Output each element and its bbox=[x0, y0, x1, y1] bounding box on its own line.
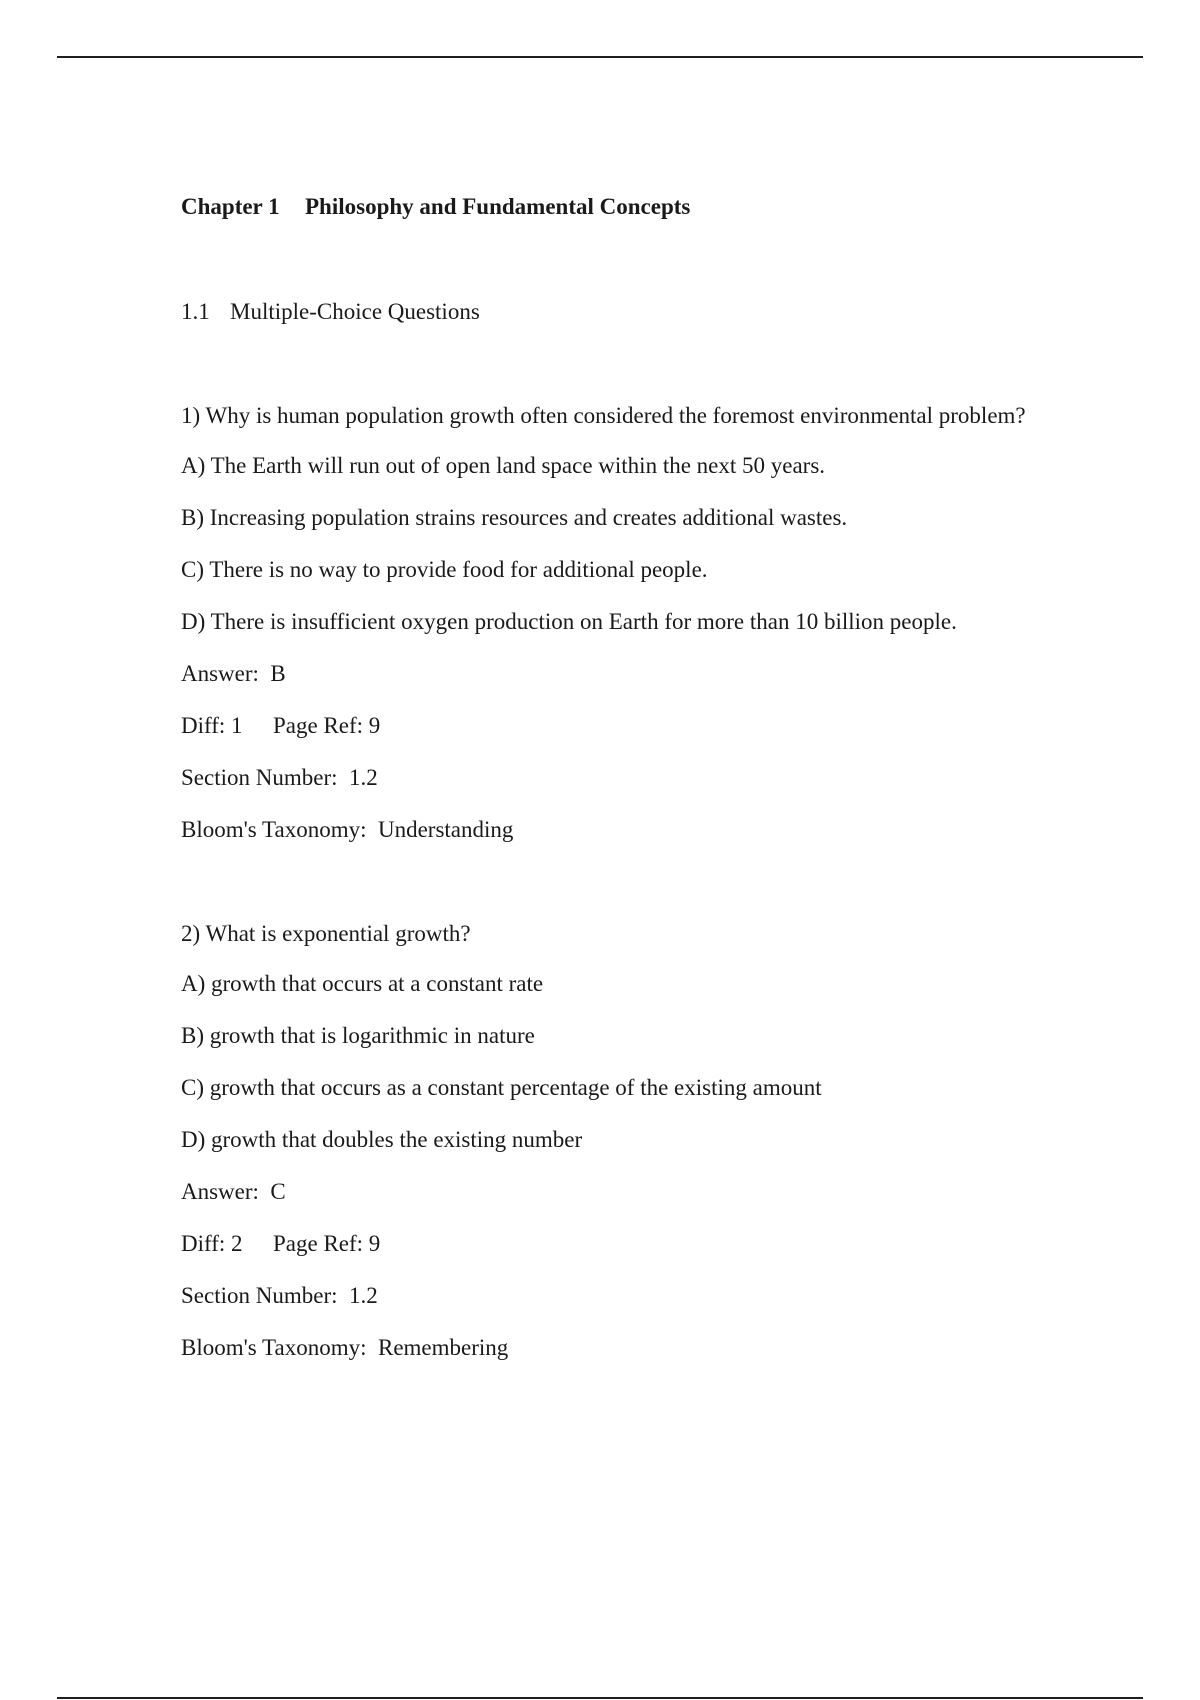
question-1 bbox=[181, 400, 1061, 847]
section-number-label: Section Number: 1.2 bbox=[181, 765, 378, 790]
diff-page-ref bbox=[181, 1227, 1061, 1261]
question-2 bbox=[181, 918, 1061, 1365]
section-title bbox=[181, 295, 1061, 329]
option-b: B) Increasing population strains resources and creates additional wastes. bbox=[181, 505, 848, 530]
answer: Answer: B bbox=[181, 661, 286, 686]
chapter-number: Chapter 1 bbox=[181, 194, 280, 219]
chapter-title bbox=[181, 190, 1061, 224]
bottom-rule bbox=[57, 1697, 1143, 1699]
top-rule bbox=[57, 56, 1143, 58]
blooms-taxonomy: Bloom's Taxonomy: Remembering bbox=[181, 1335, 509, 1360]
page-ref: Page Ref: 9 bbox=[273, 713, 381, 738]
chapter-name: Philosophy and Fundamental Concepts bbox=[305, 194, 691, 219]
option-c: C) There is no way to provide food for additional people. bbox=[181, 557, 708, 582]
option-d: D) There is insufficient oxygen production on Earth for more than 10 billion people. bbox=[181, 609, 957, 634]
option-c: C) growth that occurs as a constant percentage of the existing amount bbox=[181, 1075, 822, 1100]
question-text: 1) Why is human population growth often considered the foremost environmental problem? bbox=[181, 403, 1026, 428]
question-text: 2) What is exponential growth? bbox=[181, 921, 471, 946]
diff-page-ref bbox=[181, 709, 1061, 743]
option-a: A) The Earth will run out of open land space within the next 50 years. bbox=[181, 453, 826, 478]
section-number: 1.1 bbox=[181, 299, 210, 324]
difficulty: Diff: 1 bbox=[181, 713, 243, 738]
option-b: B) growth that is logarithmic in nature bbox=[181, 1023, 535, 1048]
blooms-taxonomy: Bloom's Taxonomy: Understanding bbox=[181, 817, 514, 842]
section-name: Multiple-Choice Questions bbox=[230, 299, 480, 324]
difficulty: Diff: 2 bbox=[181, 1231, 243, 1256]
section-number-label: Section Number: 1.2 bbox=[181, 1283, 378, 1308]
option-a: A) growth that occurs at a constant rate bbox=[181, 971, 544, 996]
page-ref: Page Ref: 9 bbox=[273, 1231, 381, 1256]
answer: Answer: C bbox=[181, 1179, 286, 1204]
document-body bbox=[181, 190, 1061, 1365]
option-d: D) growth that doubles the existing number bbox=[181, 1127, 583, 1152]
